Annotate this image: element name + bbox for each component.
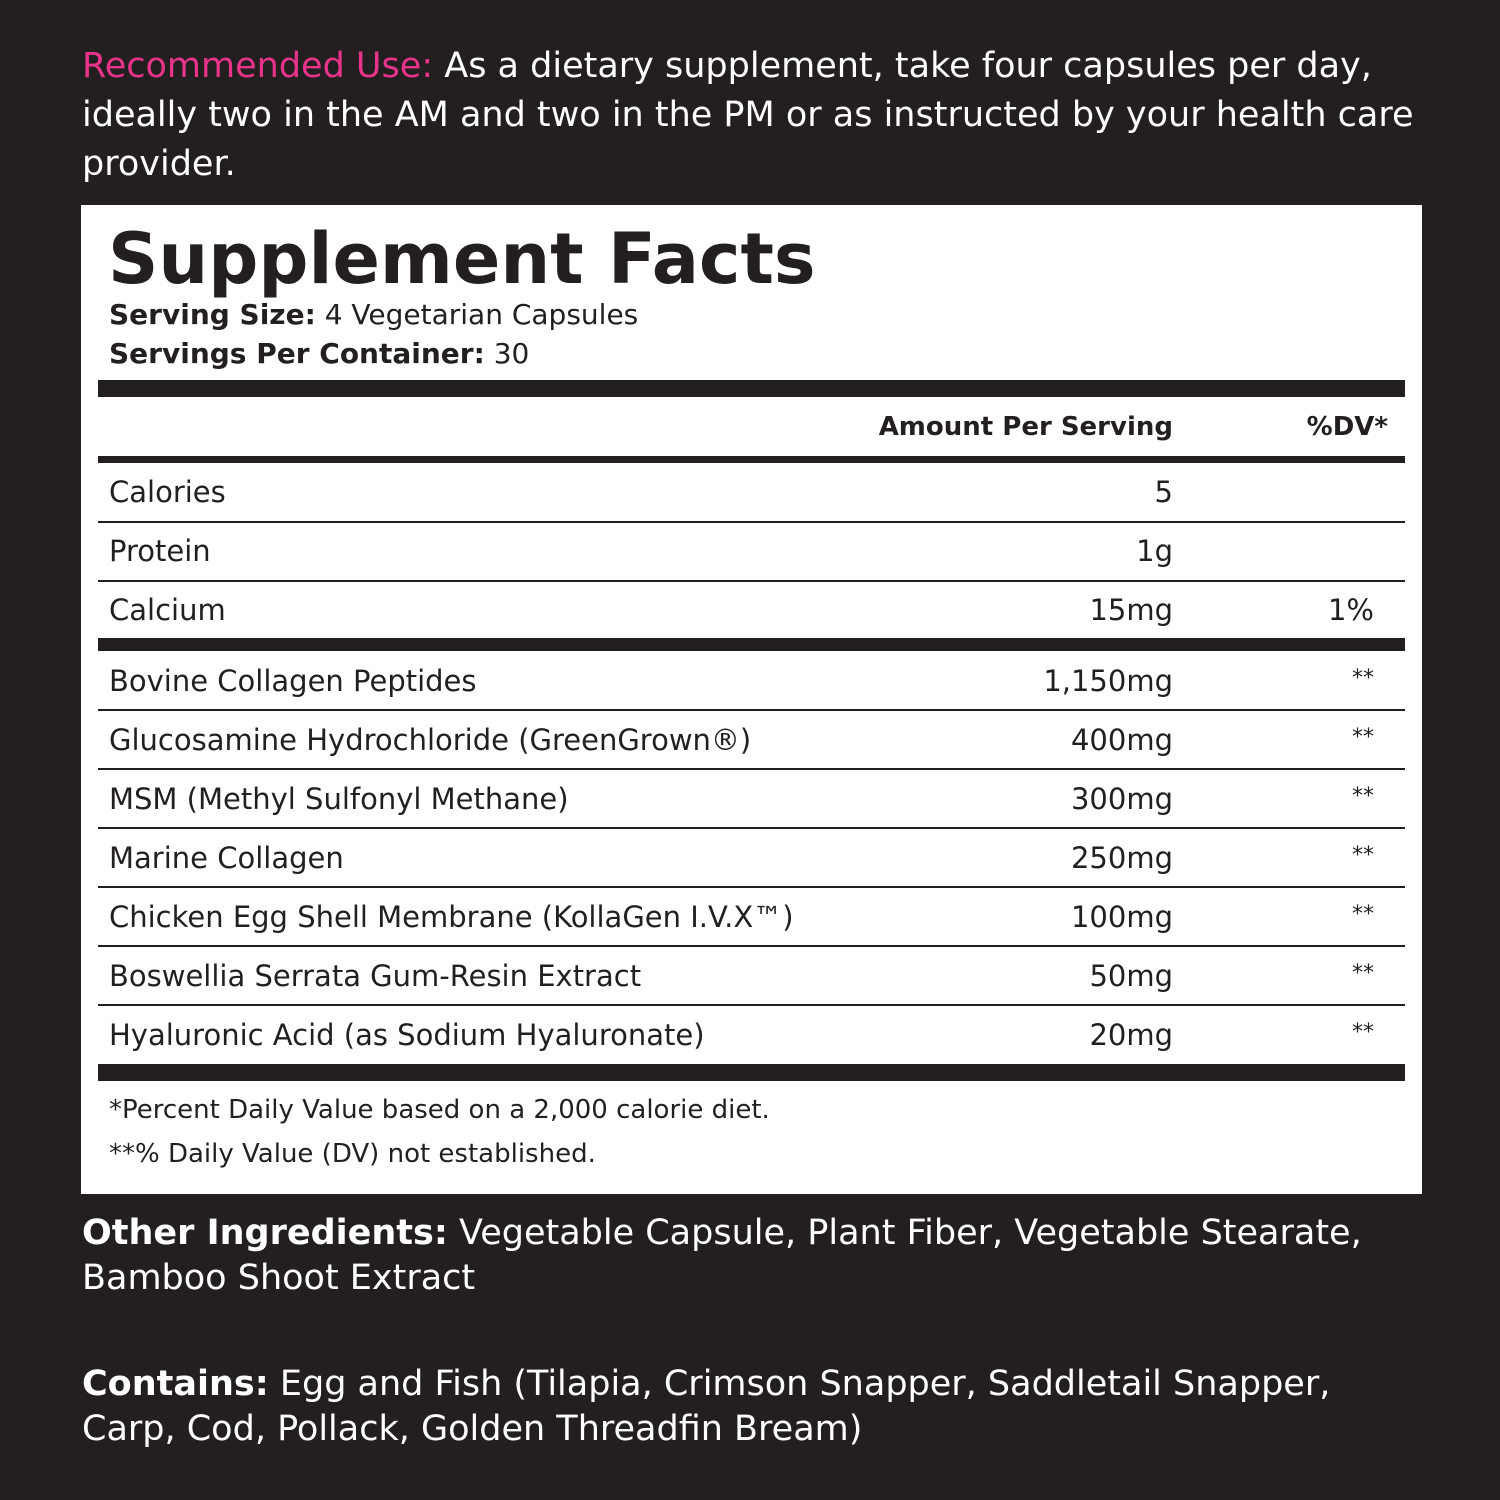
row-divider: [98, 1004, 1405, 1006]
ingredient-name: Marine Collagen: [109, 841, 344, 875]
footnote-percent-dv: *Percent Daily Value based on a 2,000 calorie diet.: [109, 1095, 770, 1125]
serving-size-label: Serving Size:: [109, 298, 316, 331]
recommended-use-label: Recommended Use:: [82, 46, 434, 86]
servings-per-container-label: Servings Per Container:: [109, 337, 485, 370]
other-ingredients-text: Vegetable Capsule, Plant Fiber, Vegetable Stearate, Bamboo Shoot Extract: [82, 1213, 1362, 1298]
row-divider: [98, 827, 1405, 829]
ingredient-name: Hyaluronic Acid (as Sodium Hyaluronate): [109, 1018, 705, 1052]
row-divider: [98, 709, 1405, 711]
ingredient-amount: 1,150mg: [1043, 664, 1173, 698]
contains-allergens: [82, 1362, 1422, 1452]
thick-divider: [98, 380, 1405, 397]
ingredient-name: MSM (Methyl Sulfonyl Methane): [109, 782, 569, 816]
ingredient-dv: **: [1352, 1020, 1374, 1045]
ingredient-amount: 300mg: [1070, 782, 1173, 816]
contains-label: Contains:: [82, 1364, 269, 1404]
facts-title: Supplement Facts: [108, 218, 816, 300]
serving-size: [109, 297, 638, 333]
ingredient-name: Glucosamine Hydrochloride (GreenGrown®): [109, 723, 752, 757]
ingredient-name: Bovine Collagen Peptides: [109, 664, 477, 698]
ingredient-dv: **: [1352, 784, 1374, 809]
ingredient-dv: **: [1352, 961, 1374, 986]
nutrient-amount: 15mg: [1089, 593, 1173, 627]
ingredient-dv: **: [1352, 666, 1374, 691]
nutrient-name: Calcium: [109, 593, 226, 627]
row-divider: [98, 886, 1405, 888]
ingredient-dv: **: [1352, 725, 1374, 750]
ingredient-amount: 250mg: [1070, 841, 1173, 875]
nutrient-dv: 1%: [1327, 593, 1374, 627]
header-divider: [98, 456, 1405, 463]
nutrient-amount: 1g: [1136, 534, 1173, 568]
servings-per-container-value: 30: [484, 337, 530, 370]
ingredient-name: Boswellia Serrata Gum-Resin Extract: [109, 959, 642, 993]
recommended-use-text: As a dietary supplement, take four capsules per day, ideally two in the AM and two in the PM or as instructed by your health care provider.: [82, 46, 1414, 184]
ingredient-amount: 50mg: [1089, 959, 1173, 993]
row-divider: [98, 768, 1405, 770]
ingredient-amount: 20mg: [1089, 1018, 1173, 1052]
footnote-dv-not-established: **% Daily Value (DV) not established.: [109, 1139, 596, 1169]
nutrient-name: Calories: [109, 475, 226, 509]
header-dv: %DV*: [1306, 412, 1388, 442]
recommended-use: [82, 42, 1432, 189]
contains-text: Egg and Fish (Tilapia, Crimson Snapper, Saddletail Snapper, Carp, Cod, Pollack, Golden Threadfin Bream): [82, 1364, 1331, 1449]
nutrient-name: Protein: [109, 534, 211, 568]
row-divider: [98, 945, 1405, 947]
serving-size-value: 4 Vegetarian Capsules: [315, 298, 639, 331]
thick-divider: [98, 638, 1405, 651]
row-divider: [98, 580, 1405, 582]
ingredient-dv: **: [1352, 843, 1374, 868]
ingredient-dv: **: [1352, 902, 1374, 927]
ingredient-amount: 400mg: [1070, 723, 1173, 757]
supplement-facts-panel: [81, 205, 1422, 1194]
nutrient-amount: 5: [1154, 475, 1173, 509]
header-amount: Amount Per Serving: [878, 412, 1173, 442]
ingredient-amount: 100mg: [1070, 900, 1173, 934]
other-ingredients: [82, 1211, 1422, 1301]
other-ingredients-label: Other Ingredients:: [82, 1213, 448, 1253]
servings-per-container: [109, 336, 529, 372]
thick-divider: [98, 1064, 1405, 1081]
ingredient-name: Chicken Egg Shell Membrane (KollaGen I.V.X™): [109, 900, 794, 934]
row-divider: [98, 521, 1405, 523]
